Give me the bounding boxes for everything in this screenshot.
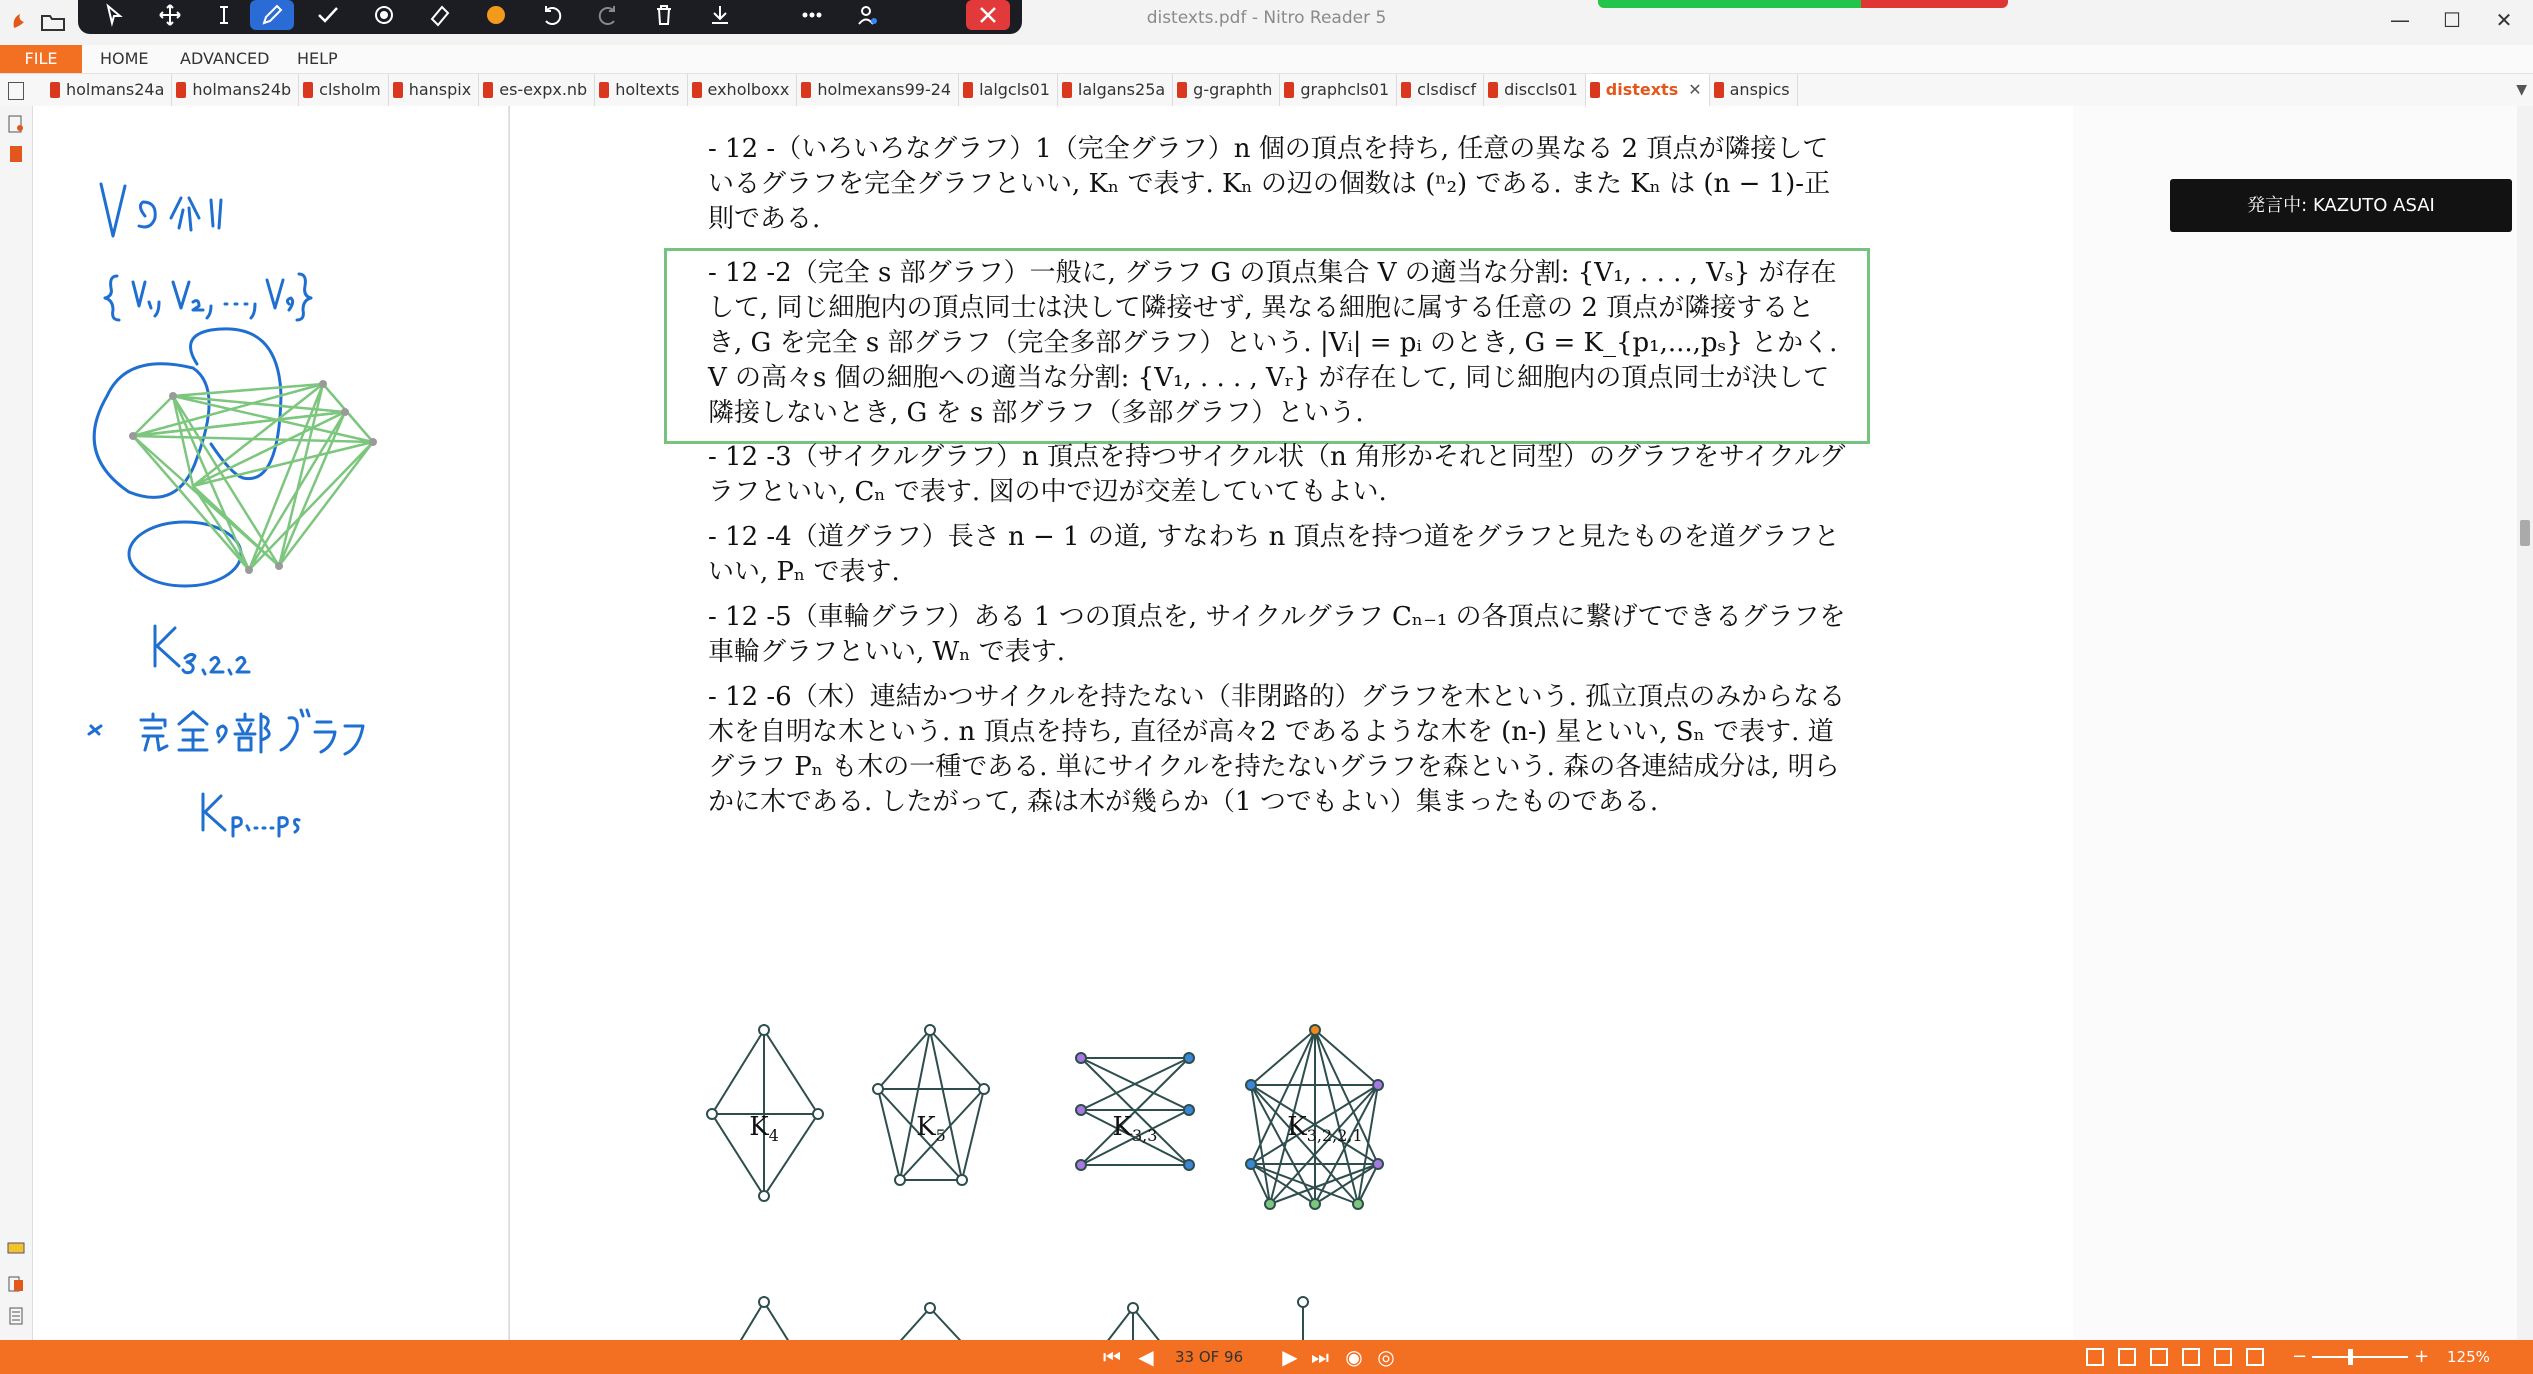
paragraph-text: （サイクルグラフ）n 頂点を持つサイクル状（n 角形かそれと同型）のグラフをサイクルグラフといい, Cₙ で表す. 図の中で辺が交差していてもよい. (708, 442, 1846, 507)
redo-button[interactable] (586, 0, 630, 30)
stamp-icon (372, 3, 396, 27)
label-k5: $K_5$ (916, 1112, 946, 1146)
meeting-red-segment[interactable] (1861, 0, 2008, 8)
close-icon (976, 3, 1000, 27)
tab-list (46, 74, 1798, 106)
person-icon (856, 3, 880, 27)
pdf-file-icon (483, 82, 493, 98)
pdf-page[interactable] (509, 106, 2074, 1340)
advanced-menu[interactable]: ADVANCED (180, 49, 270, 68)
doc-tab-holmans24a[interactable] (46, 74, 172, 106)
doc-tab-lalgcls01[interactable] (959, 74, 1058, 106)
undo-icon (540, 3, 564, 27)
pdf-file-icon (1590, 82, 1600, 98)
right-margin (2073, 106, 2517, 1340)
pdf-file-icon (1177, 82, 1187, 98)
tab-label: lalgcls01 (979, 80, 1050, 99)
more-icon (800, 3, 824, 27)
handwriting-canvas (33, 106, 508, 1340)
maximize-button[interactable]: ☐ (2443, 8, 2461, 32)
tab-label: graphcls01 (1300, 80, 1390, 99)
paragraph-number: - 12 -3 (708, 442, 792, 472)
paragraph-text: （木）連結かつサイクルを持たない（非閉路的）グラフを木という. 孤立頂点のみからなる木を自明な木という. n 頂点を持ち, 直径が高々2 であるような木を (n-) 星といい, Sₙ で表す. 道グラフ Pₙ も木の一種である. 単にサイクルを持たないグラフを森という. 森の各連結成分は, 明らかに木である. したがって, 森は木が幾らか（1 つでもよい）集まったものである. (708, 682, 1846, 817)
cursor-tool[interactable] (92, 0, 136, 30)
pdf-file-icon (176, 82, 186, 98)
file-menu[interactable]: FILE (0, 45, 82, 73)
tab-label: anspics (1729, 80, 1790, 99)
next-page-icon[interactable]: ▶ (1282, 1345, 1298, 1369)
pdf-file-icon (50, 82, 60, 98)
close-toolbar-button[interactable] (966, 0, 1010, 30)
zoom-value[interactable]: 125% (2447, 1348, 2490, 1366)
pdf-file-icon (1714, 82, 1724, 98)
fit-width-icon[interactable] (2246, 1348, 2264, 1366)
doc-tab-anspics[interactable] (1710, 74, 1798, 106)
text-select-tool[interactable] (202, 0, 246, 30)
prev-page-icon[interactable]: ◀ (1138, 1345, 1154, 1369)
doc-tab-distexts[interactable] (1586, 74, 1710, 106)
check-tool[interactable] (306, 0, 350, 30)
doc-tab-clsholm[interactable] (299, 74, 389, 106)
pages-icon[interactable] (6, 1306, 26, 1326)
paragraph-text: （完全 s 部グラフ）一般に, グラフ G の頂点集合 V の適当な分割: {V₁, . . . , Vₛ} が存在して, 同じ細胞内の頂点同士は決して隣接せず, 異なる細胞に属する任意の 2 頂点が隣接するとき, G を完全 s 部グラフ（完全多部グラフ）という. |Vᵢ| = pᵢ のとき, G = K_{p₁,...,pₛ} とかく. V の高々s 個の細胞への適当な分割: {V₁, . . . , Vᵣ} が存在して, 同じ細胞内の頂点同士が決して隣接しないとき, G を s 部グラフ（多部グラフ）という. (708, 258, 1838, 428)
move-icon (158, 3, 182, 27)
pdf-file-icon (1284, 82, 1294, 98)
scroll-thumb[interactable] (2520, 520, 2530, 546)
vertical-scrollbar[interactable] (2517, 106, 2533, 1340)
pdf-file-icon (692, 82, 702, 98)
forward-view-icon[interactable]: ◎ (1377, 1345, 1395, 1369)
continuous-view-icon[interactable] (2118, 1348, 2136, 1366)
facing-view-icon[interactable] (2150, 1348, 2168, 1366)
window-title: distexts.pdf - Nitro Reader 5 (1146, 8, 1387, 28)
pen-icon (260, 3, 284, 27)
trash-icon (652, 3, 676, 27)
doc-tab-exholboxx[interactable] (688, 74, 798, 106)
save-ink-button[interactable] (698, 0, 742, 30)
pdf-file-icon (599, 82, 609, 98)
tab-label: es-expx.nb (499, 80, 588, 99)
ribbon-menu (0, 45, 2533, 74)
doc-tab-holmexans99-24[interactable] (797, 74, 959, 106)
graph-figures (510, 906, 1610, 1340)
tab-label: lalgans25a (1077, 80, 1166, 99)
tab-label: disccls01 (1504, 80, 1578, 99)
help-menu[interactable]: HELP (297, 49, 338, 68)
download-icon (708, 3, 732, 27)
tab-label: clsdiscf (1417, 80, 1477, 99)
back-view-icon[interactable]: ◉ (1345, 1345, 1363, 1369)
tab-label: holmexans99-24 (817, 80, 952, 99)
paragraph-number: - 12 - (708, 134, 776, 164)
label-k33: $K_{3,3}$ (1112, 1112, 1158, 1146)
eraser-tool[interactable] (418, 0, 462, 30)
fit-page-icon[interactable] (2214, 1348, 2232, 1366)
page-thumbnail-icon[interactable] (6, 114, 26, 134)
zoom-slider-knob[interactable] (2348, 1349, 2353, 1365)
label-k4: $K_4$ (749, 1112, 779, 1146)
pdf-file-icon (963, 82, 973, 98)
page-indicator[interactable]: 33 OF 96 (1175, 1348, 1244, 1366)
pdf-file-icon (1401, 82, 1411, 98)
tab-label: exholboxx (707, 80, 790, 99)
stamp-tool[interactable] (362, 0, 406, 30)
first-page-icon[interactable]: ⏮ (1103, 1345, 1121, 1369)
doc-tab-disccls01[interactable] (1484, 74, 1586, 106)
document-tab-bar (0, 74, 2533, 107)
meeting-green-segment[interactable] (1598, 0, 1861, 8)
eraser-icon (428, 3, 452, 27)
attachments-icon[interactable] (6, 1274, 26, 1294)
paragraph-number: - 12 -2 (708, 258, 792, 288)
paragraph-text: （車輪グラフ）ある 1 つの頂点を, サイクルグラフ Cₙ₋₁ の各頂点に繋げてできるグラフを車輪グラフといい, Wₙ で表す. (708, 602, 1846, 667)
doc-tab-holtexts[interactable] (595, 74, 687, 106)
single-page-view-icon[interactable] (2086, 1348, 2104, 1366)
minimize-button[interactable]: — (2390, 8, 2410, 32)
delete-button[interactable] (642, 0, 686, 30)
paragraph-12-6 (708, 680, 1848, 820)
doc-tab-graphcls01[interactable] (1280, 74, 1397, 106)
tab-label: holtexts (615, 80, 680, 99)
paragraph-12-4 (708, 520, 1848, 590)
paragraph-number: - 12 -5 (708, 602, 792, 632)
tab-label: g-graphth (1193, 80, 1273, 99)
label-k3221: $K_{3,2,2,1}$ (1287, 1112, 1363, 1146)
color-picker[interactable] (474, 0, 518, 30)
text-cursor-icon (212, 3, 236, 27)
pdf-file-icon (1488, 82, 1498, 98)
paragraph-12-3 (708, 440, 1848, 510)
zoom-out-button[interactable]: − (2292, 1346, 2308, 1367)
doc-tab-lalgans25a[interactable] (1058, 74, 1173, 106)
pdf-file-icon (303, 82, 313, 98)
paragraph-12-5 (708, 600, 1848, 670)
color-dot-icon (484, 3, 508, 27)
paragraph-number: - 12 -6 (708, 682, 792, 712)
tab-label: distexts (1605, 80, 1679, 99)
pdf-file-icon (393, 82, 403, 98)
home-menu[interactable]: HOME (100, 49, 149, 68)
bookmark-icon[interactable] (6, 144, 26, 164)
doc-tab-clsdiscf[interactable] (1397, 74, 1484, 106)
paragraph-text: （道グラフ）長さ n − 1 の道, すなわち n 頂点を持つ道をグラフと見たものを道グラフといい, Pₙ で表す. (708, 522, 1840, 587)
tab-label: clsholm (319, 80, 381, 99)
paragraph-number: - 12 -4 (708, 522, 792, 552)
tab-label: holmans24a (66, 80, 165, 99)
close-tab-icon[interactable]: ✕ (1688, 80, 1702, 99)
close-window-button[interactable]: ✕ (2495, 8, 2513, 32)
undo-button[interactable] (530, 0, 574, 30)
status-bar (0, 1340, 2533, 1374)
speaker-notice: 発言中: KAZUTO ASAI (2170, 179, 2512, 232)
ink-notes-panel[interactable] (33, 106, 509, 1340)
doc-tab-holmans24b[interactable] (172, 74, 299, 106)
move-tool[interactable] (148, 0, 192, 30)
document-area (33, 106, 2517, 1340)
doc-tab-hanspix[interactable] (389, 74, 480, 106)
comments-icon[interactable] (6, 1240, 26, 1260)
paragraph-12-2 (708, 256, 1848, 431)
check-icon (316, 3, 340, 27)
left-sidebar (0, 106, 33, 1340)
doc-tab-g-graphth[interactable] (1173, 74, 1280, 106)
more-button[interactable] (790, 0, 834, 30)
zoom-in-button[interactable]: + (2414, 1346, 2430, 1367)
doc-tab-es-expx-nb[interactable] (479, 74, 595, 106)
pdf-file-icon (801, 82, 811, 98)
annotation-toolbar (78, 0, 1022, 34)
paragraph-12-1 (708, 132, 1848, 237)
paragraph-text: （いろいろなグラフ）1（完全グラフ）n 個の頂点を持ち, 任意の異なる 2 頂点が隣接しているグラフを完全グラフといい, Kₙ で表す. Kₙ の辺の個数は (ⁿ₂) である. また Kₙ は (n − 1)-正則である. (708, 134, 1831, 234)
tab-dropdown-icon[interactable]: ▼ (2516, 82, 2527, 98)
meeting-status-bar (1598, 0, 2008, 8)
zoom-slider-track[interactable] (2312, 1356, 2408, 1358)
pdf-file-icon (1062, 82, 1072, 98)
last-page-icon[interactable]: ⏭ (1311, 1345, 1329, 1369)
tab-label: holmans24b (192, 80, 292, 99)
tab-list-icon[interactable] (8, 82, 24, 100)
participant-button[interactable] (846, 0, 890, 30)
pen-tool[interactable] (250, 0, 294, 30)
tab-label: hanspix (408, 80, 472, 99)
redo-icon (596, 3, 620, 27)
cursor-icon (102, 3, 126, 27)
facing-continuous-view-icon[interactable] (2182, 1348, 2200, 1366)
